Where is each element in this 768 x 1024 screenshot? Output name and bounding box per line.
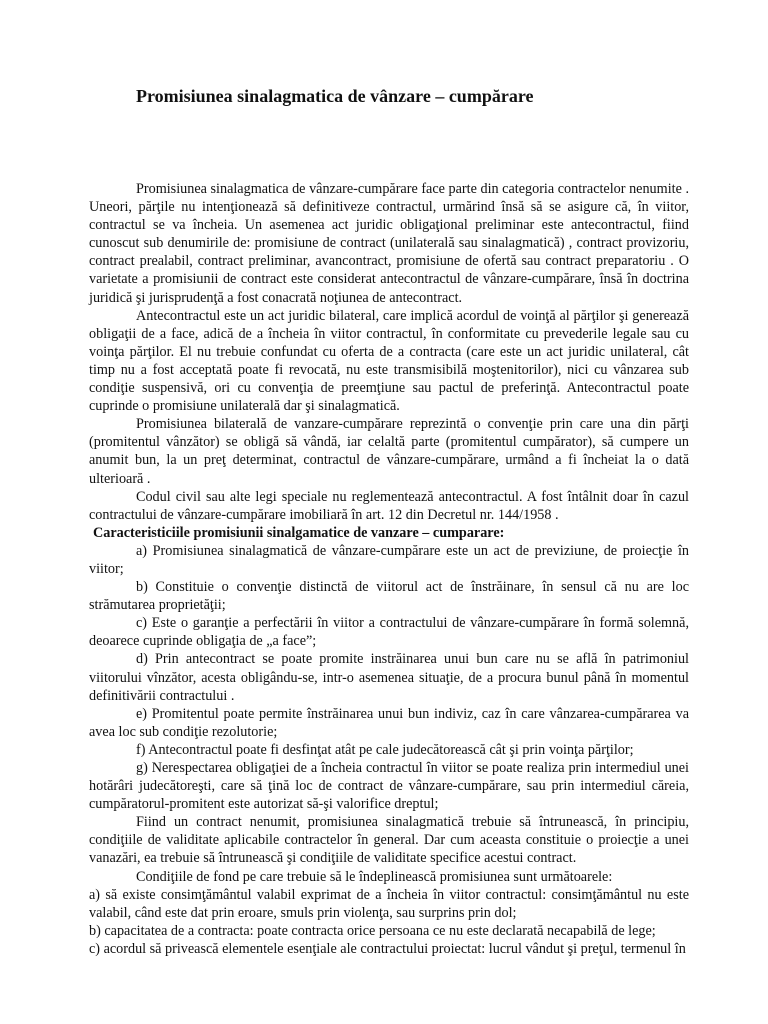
list-item: a) Promisiunea sinalagmatică de vânzare-cumpărare este un act de previziune, de proiecţie în viitor; [89, 542, 689, 577]
section-heading: Caracteristiciile promisiunii sinalgamatice de vanzare – cumparare: [93, 524, 505, 541]
document-title: Promisiunea sinalagmatica de vânzare – cumpărare [136, 86, 534, 106]
paragraph: Condiţiile de fond pe care trebuie să le îndeplinească promisiunea sunt următoarele: [136, 868, 613, 885]
list-item: c) acordul să privească elementele esenţiale ale contractului proiectat: lucrul vândut şi preţul, termenul în [89, 940, 686, 957]
paragraph: Promisiunea bilaterală de vanzare-cumpărare reprezintă o convenţie prin care una din părţi (promitentul vânzător) se obligă să vândă, iar celaltă parte (promitentul cumpărator), să cumpere un anumit bun, la un preţ determinat, contractul de vânzare-cumpărare, urmând a fi încheiat la o dată ulterioară . [89, 416, 689, 487]
list-item: c) Este o garanţie a perfectării în viitor a contractului de vânzare-cumpărare în formă solemnă, deoarece cuprinde obligaţia de „a face”; [89, 615, 689, 650]
list-item: a) să existe consimţământul valabil exprimat de a încheia în viitor contractul: consimţământul nu este valabil, când este dat prin eroare, smuls prin violenţa, sau surprins prin dol; [89, 886, 689, 921]
paragraph: Promisiunea sinalagmatica de vânzare-cumpărare face parte din categoria contractelor nenumite . Uneori, părţile nu intenţionează să definitiveze contractul, urmărind însă să se asigure că, în viitor, contractul se va încheia. Un asemenea act juridic obligaţional preliminar este antecontractul, fiind cunoscut sub denumirile de: promisiune de contract (unilaterală sau sinalagmatică) , contract provizoriu, contract prealabil, contract preliminar, avancontract, promisiune de ofertă sau contract preparatoriu . O varietate a promisiunii de contract este considerat antecontractul de vânzare-cumpărare, însă în doctrina juridică şi jurisprudenţă a fost conacrată noţiunea de antecontract. [89, 181, 689, 306]
document-body [89, 180, 689, 958]
list-item: g) Nerespectarea obligaţiei de a încheia contractul în viitor se poate realiza prin intermediul unei hotărâri judecătoreşti, care să ţină loc de contract de vânzare-cumpărare, sau prin intermediul căreia, cumpăratorul-promitent este autorizat să-şi valorifice dreptul; [89, 760, 689, 813]
list-item: b) Constituie o convenţie distinctă de viitorul act de înstrăinare, în sensul că nu are loc strămutarea proprietăţii; [89, 579, 689, 614]
list-item: b) capacitatea de a contracta: poate contracta orice persoana ce nu este declarată necapabilă de lege; [89, 922, 656, 939]
paragraph: Antecontractul este un act juridic bilateral, care implică acordul de voinţă al părţilor şi generează obligaţii de a face, adică de a încheia în viitor contractul, în conformitate cu prevederile legale sau cu voinţa părţilor. El nu trebuie confundat cu oferta de a contracta (care este un act juridic unilateral, cât timp nu a fost acceptată poate fi revocată, nu este transmisibilă moştenitorilor), nici cu vânzarea sub condiţie suspensivă, ori cu convenţia de preemţiune sau pactul de preferinţă. Antecontractul poate cuprinde o promisiune unilaterală dar şi sinalagmatică. [89, 307, 689, 415]
list-item: d) Prin antecontract se poate promite instrăinarea unui bun care nu se află în patrimoniul viitorului vînzător, acesta obligându-se, intr-o asemenea situaţie, de a procura bunul până în momentul definitivării contractului . [89, 651, 689, 704]
list-item: f) Antecontractul poate fi desfinţat atât pe cale judecătorească cât şi prin voinţa părţilor; [136, 741, 634, 758]
paragraph: Fiind un contract nenumit, promisiunea sinalagmatică trebuie să întrunească, în principiu, condiţiile de validitate aplicabile contractelor în general. Dar cum aceasta constituie o proiecţie a unei vanazări, ea trebuie să întrunească şi condiţiile de validitate specifice acestui contract. [89, 814, 689, 867]
list-item: e) Promitentul poate permite înstrăinarea unui bun indiviz, caz în care vânzarea-cumpărarea va avea loc sub condiţie rezolutorie; [89, 705, 689, 740]
paragraph: Codul civil sau alte legi speciale nu reglementează antecontractul. A fost întâlnit doar în cazul contractului de vânzare-cumpărare imobiliară în art. 12 din Decretul nr. 144/1958 . [89, 488, 689, 523]
